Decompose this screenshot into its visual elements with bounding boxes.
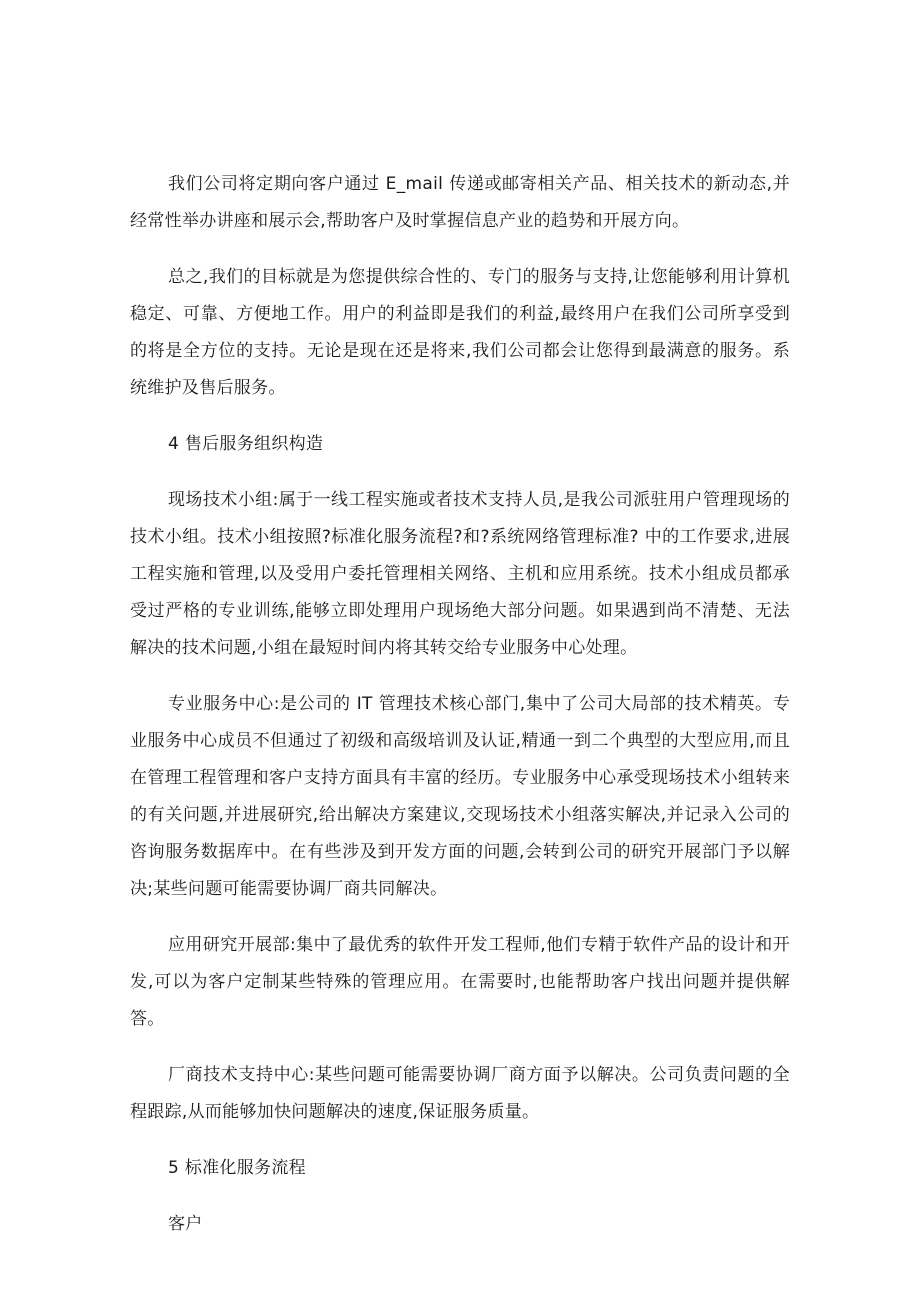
document-body <box>130 166 790 1262</box>
section-heading-5: 5 标准化服务流程 <box>168 1158 306 1178</box>
paragraph-customer: 客户 <box>168 1214 203 1234</box>
section-heading-4: 4 售后服务组织构造 <box>168 434 324 454</box>
paragraph-service-center: 专业服务中心:是公司的 IT 管理技术核心部门,集中了公司大局部的技术精英。专业服务中心成员不但通过了初级和高级培训及认证,精通一到二个典型的大型应用,而且在管理工程管理和客户支持方面具有丰富的经历。专业服务中心承受现场技术小组转来的有关问题,并进展研究,给出解决方案建议,交现场技术小组落实解决,并记录入公司的咨询服务数据库中。在有些涉及到开发方面的问题,会转到公司的研究开展部门予以解决;某些问题可能需要协调厂商共同解决。 <box>130 694 790 899</box>
paragraph-newsletter: 我们公司将定期向客户通过 E_mail 传递或邮寄相关产品、相关技术的新动态,并经常性举办讲座和展示会,帮助客户及时掌握信息产业的趋势和开展方向。 <box>130 174 790 231</box>
paragraph-summary: 总之,我们的目标就是为您提供综合性的、专门的服务与支持,让您能够利用计算机稳定、可靠、方便地工作。用户的利益即是我们的利益,最终用户在我们公司所享受到的将是全方位的支持。无论是现在还是将来,我们公司都会让您得到最满意的服务。系统维护及售后服务。 <box>130 267 790 398</box>
paragraph-onsite-team: 现场技术小组:属于一线工程实施或者技术支持人员,是我公司派驻用户管理现场的技术小组。技术小组按照?标准化服务流程?和?系统网络管理标准? 中的工作要求,进展工程实施和管理,以及受用户委托管理相关网络、主机和应用系统。技术小组成员都承受过严格的专业训练,能够立即处理用户现场绝大部分问题。如果遇到尚不清楚、无法解决的技术问题,小组在最短时间内将其转交给专业服务中心处理。 <box>130 490 790 658</box>
paragraph-vendor-support: 厂商技术支持中心:某些问题可能需要协调厂商方面予以解决。公司负责问题的全程跟踪,从而能够加快问题解决的速度,保证服务质量。 <box>130 1065 790 1122</box>
paragraph-rd-department: 应用研究开展部:集中了最优秀的软件开发工程师,他们专精于软件产品的设计和开发,可以为客户定制某些特殊的管理应用。在需要时,也能帮助客户找出问题并提供解答。 <box>130 935 790 1029</box>
